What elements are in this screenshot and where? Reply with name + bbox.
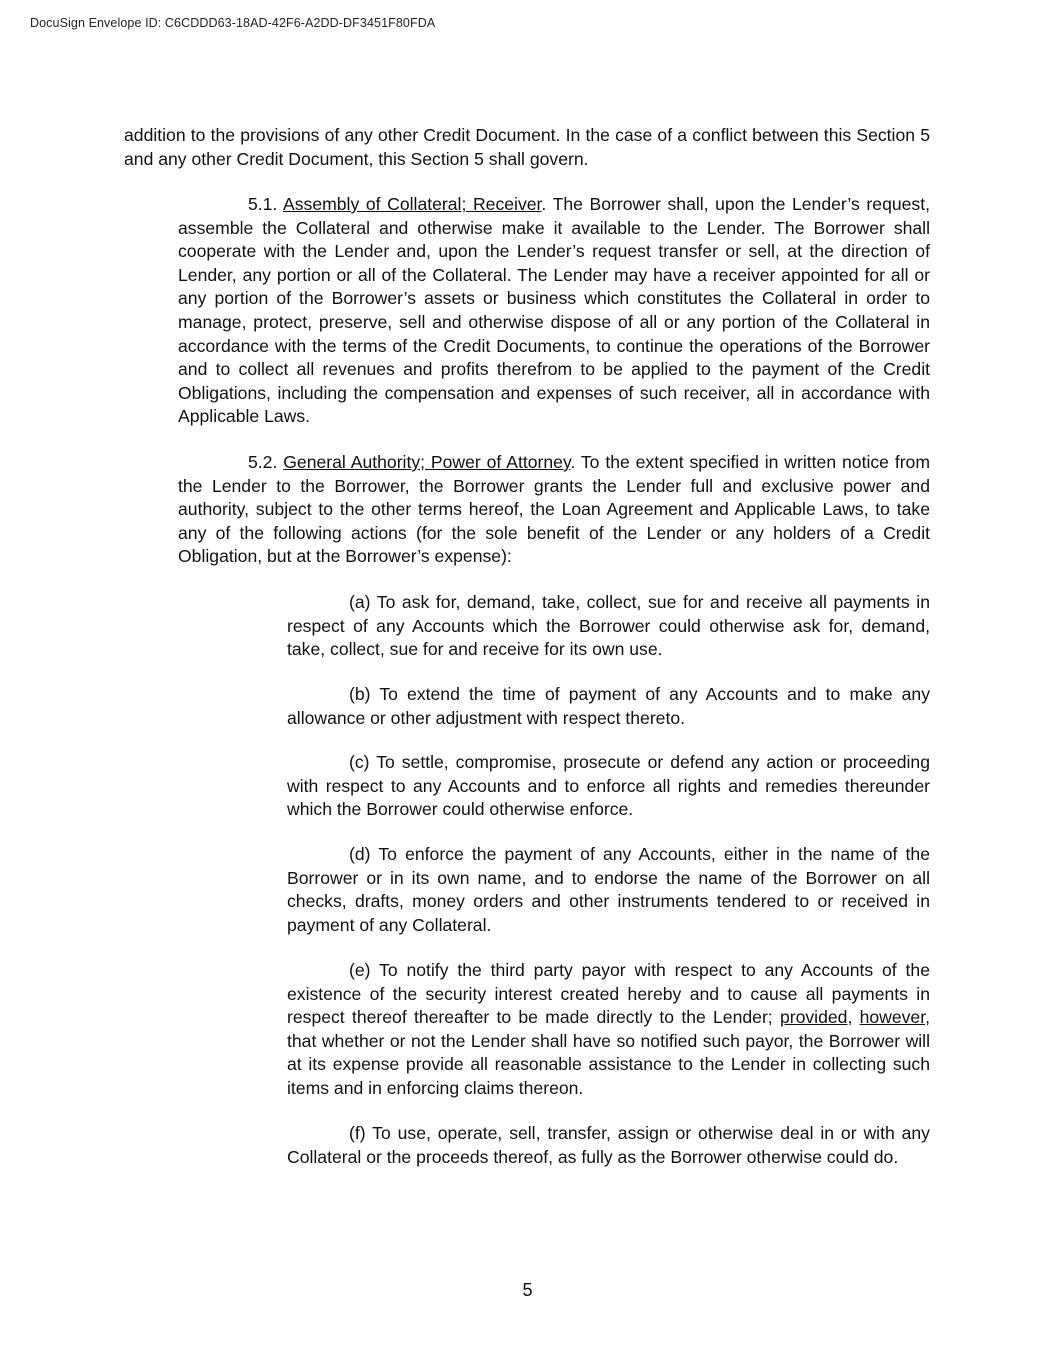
page-number: 5	[522, 1280, 533, 1300]
clause-c-text: To settle, compromise, prosecute or defend any action or proceeding with respect to any Accounts and to enforce all rights and remedies thereunder which the Borrower could otherwise enforce.	[287, 752, 930, 820]
clause-e-comma: ,	[847, 1007, 860, 1028]
clause-a-label: (a)	[349, 592, 371, 612]
section-5-1-heading: Assembly of Collateral; Receiver	[283, 194, 542, 214]
clause-c	[287, 751, 930, 822]
clause-e-however: however	[859, 1007, 926, 1028]
intro-paragraph	[124, 124, 930, 171]
clause-e-text-before: To notify the third party payor with respect to any Accounts of the existence of the security interest created hereby and to cause all payments in respect thereof thereafter to be made directly to the Lender;	[287, 960, 930, 1028]
clause-b	[287, 683, 930, 730]
clause-a-text: To ask for, demand, take, collect, sue for and receive all payments in respect of any Accounts which the Borrower could otherwise ask for, demand, take, collect, sue for and receive for its own use.	[287, 592, 930, 660]
clause-e-text-after: , that whether or not the Lender shall have so notified such payor, the Borrower will at its expense provide all reasonable assistance to the Lender in collecting such items and in enforcing claims thereon.	[287, 1007, 930, 1098]
section-5-2-heading: General Authority; Power of Attorney	[283, 452, 571, 472]
docusign-envelope-id: DocuSign Envelope ID: C6CDDD63-18AD-42F6-A2DD-DF3451F80FDA	[30, 16, 436, 30]
section-5-2-number: 5.2.	[248, 452, 278, 472]
clause-f	[287, 1122, 930, 1169]
intro-text: addition to the provisions of any other Credit Document. In the case of a conflict between this Section 5 and any other Credit Document, this Section 5 shall govern.	[124, 125, 930, 169]
clause-d-label: (d)	[349, 844, 371, 864]
clause-b-text: To extend the time of payment of any Accounts and to make any allowance or other adjustment with respect thereto.	[287, 684, 930, 728]
section-5-1-number: 5.1.	[248, 194, 278, 214]
clause-e	[287, 959, 930, 1101]
section-5-1-text: . The Borrower shall, upon the Lender’s request, assemble the Collateral and otherwise make it available to the Lender. The Borrower shall cooperate with the Lender and, upon the Lender’s request transfer or sell, at the direction of Lender, any portion or all of the Collateral. The Lender may have a receiver appointed for all or any portion of the Borrower’s assets or business which constitutes the Collateral in order to manage, protect, preserve, sell and otherwise dispose of all or any portion of the Collateral in accordance with the terms of the Credit Documents, to continue the operations of the Borrower and to collect all revenues and profits therefrom to be applied to the payment of the Credit Obligations, including the compensation and expenses of such receiver, all in accordance with Applicable Laws.	[178, 194, 930, 427]
clause-d	[287, 843, 930, 937]
clause-d-text: To enforce the payment of any Accounts, either in the name of the Borrower or in its own name, and to endorse the name of the Borrower on all checks, drafts, money orders and other instruments tendered to or received in payment of any Collateral.	[287, 844, 930, 935]
clause-f-label: (f)	[349, 1123, 366, 1143]
clause-a	[287, 591, 930, 662]
section-5-2-text: . To the extent specified in written notice from the Lender to the Borrower, the Borrower grants the Lender full and exclusive power and authority, subject to the other terms hereof, the Loan Agreement and Applicable Laws, to take any of the following actions (for the sole benefit of the Lender or any holders of a Credit Obligation, but at the Borrower’s expense):	[178, 452, 931, 567]
clause-c-label: (c)	[349, 752, 370, 772]
clause-b-label: (b)	[349, 684, 371, 704]
section-5-1-paragraph	[178, 193, 930, 429]
section-5-2-paragraph	[178, 451, 930, 569]
clause-e-provided: provided	[779, 1007, 848, 1028]
clause-f-text: To use, operate, sell, transfer, assign or otherwise deal in or with any Collateral or the proceeds thereof, as fully as the Borrower otherwise could do.	[287, 1123, 930, 1167]
clause-e-label: (e)	[349, 960, 371, 980]
